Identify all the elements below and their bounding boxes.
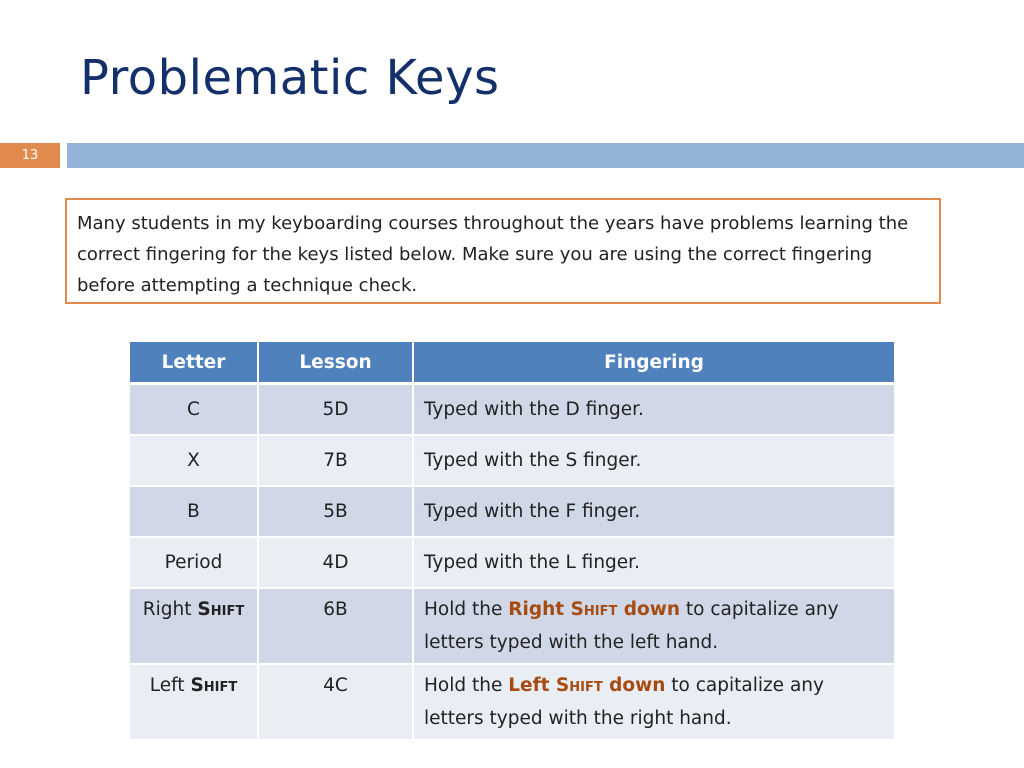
cell-fingering: Typed with the S finger. (413, 435, 894, 486)
title-divider-bar (67, 143, 1024, 168)
problematic-keys-table (130, 342, 894, 741)
table-row (130, 537, 894, 588)
fingering-after: to capitalize any letters typed with the left hand. (424, 599, 839, 653)
letter-prefix: Right (142, 599, 198, 620)
cell-fingering (413, 664, 894, 740)
shift-cap: S (197, 599, 211, 620)
cell-lesson: 5D (258, 384, 413, 436)
fingering-before: Hold the (424, 675, 509, 696)
cell-letter: Period (130, 537, 258, 588)
shift-rest: HIFT (203, 680, 238, 695)
cell-letter: X (130, 435, 258, 486)
letter-prefix: Left (149, 675, 191, 696)
cell-fingering: Typed with the D finger. (413, 384, 894, 436)
shift-word (197, 599, 244, 620)
cell-letter: B (130, 486, 258, 537)
header-letter: Letter (130, 342, 258, 384)
hl-down: down (617, 599, 680, 620)
cell-fingering: Typed with the F finger. (413, 486, 894, 537)
page-title: Problematic Keys (80, 50, 500, 106)
table-row (130, 664, 894, 740)
intro-text-box (65, 198, 941, 304)
cell-lesson: 4C (258, 664, 413, 740)
hl-cap: S (570, 599, 584, 620)
cell-lesson: 5B (258, 486, 413, 537)
hl-rest: HIFT (569, 680, 603, 695)
shift-cap: S (190, 675, 204, 696)
cell-lesson: 6B (258, 588, 413, 664)
table-header-row (130, 342, 894, 384)
cell-letter: C (130, 384, 258, 436)
cell-letter (130, 588, 258, 664)
header-fingering: Fingering (413, 342, 894, 384)
fingering-before: Hold the (424, 599, 509, 620)
cell-fingering: Typed with the L finger. (413, 537, 894, 588)
cell-lesson: 4D (258, 537, 413, 588)
slide-number-badge: 13 (0, 143, 60, 168)
hl-rest: HIFT (583, 604, 618, 619)
table-row (130, 486, 894, 537)
header-lesson: Lesson (258, 342, 413, 384)
cell-lesson: 7B (258, 435, 413, 486)
cell-fingering (413, 588, 894, 664)
hl-cap: S (555, 675, 570, 696)
table-row (130, 435, 894, 486)
hl-down: down (602, 675, 666, 696)
fingering-after: to capitalize any letters typed with the right hand. (424, 675, 824, 729)
fingering-highlight (508, 599, 680, 620)
table-row (130, 588, 894, 664)
cell-letter (130, 664, 258, 740)
intro-text: Many students in my keyboarding courses throughout the years have problems learning the correct fingering for the keys listed below. Make sure you are using the correct fingering before attempting a technique check. (77, 213, 909, 296)
table-row (130, 384, 894, 436)
hl-word: Left (508, 675, 556, 696)
shift-rest: HIFT (210, 604, 245, 619)
hl-word: Right (508, 599, 571, 620)
shift-word (190, 675, 237, 696)
fingering-highlight (508, 675, 665, 696)
